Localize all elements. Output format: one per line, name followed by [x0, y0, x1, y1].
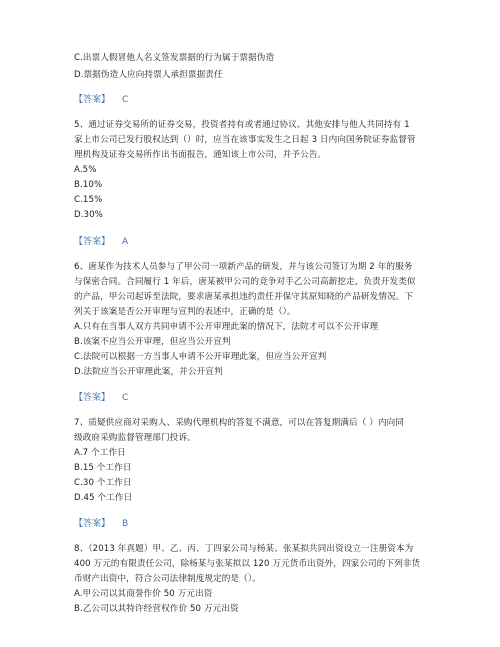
q8-option-a: A.甲公司以其商誉作价 50 万元出资	[74, 589, 213, 599]
q7-stem-line-2: 级政府采购监督管理部门投诉。	[74, 433, 196, 443]
q4-option-c: C.出票人假冒他人名义签发票据的行为属于票据伪造	[74, 53, 275, 63]
q7-stem-line-1: 7、质疑供应商对采购人、采购代理机构的答复不满意，可以在答复期满后（ ）内向同	[74, 418, 405, 428]
q8-option-b: B.乙公司以其特许经营权作价 50 万元出资	[74, 604, 239, 614]
q4-option-d: D.票据伪造人应向持票人承担票据责任	[74, 70, 223, 80]
q6-stem-line-4: 列关于该案是否公开审理与宣判的表述中，正确的是（）。	[74, 307, 296, 317]
answer-tag: 【答案】	[74, 237, 111, 247]
q6-stem-line-3: 的产品，甲公司起诉至法院，要求唐某承担违约责任并保守其原知晓的产品研发情况。下	[74, 292, 414, 302]
answer-value: C	[122, 393, 129, 403]
answer-7	[74, 518, 128, 530]
answer-tag: 【答案】	[74, 519, 111, 529]
answer-5	[74, 236, 128, 248]
q8-stem-line-2: 400 万元的有限责任公司，除杨某与张某拟以 120 万元货币出资外，四家公司的下列非货	[74, 559, 421, 569]
answer-value: A	[122, 237, 129, 247]
q5-stem-line-3: 理机构及证券交易所作出书面报告，通知该上市公司，并予公告。	[74, 150, 327, 160]
answer-4	[74, 94, 128, 106]
q7-option-a: A.7 个工作日	[74, 448, 126, 458]
answer-tag: 【答案】	[74, 95, 111, 105]
answer-6	[74, 392, 128, 404]
q6-stem-line-2: 与保密合同。合同履行 1 年后，唐某被甲公司的竞争对手乙公司高薪挖走，负责开发类似	[74, 277, 416, 287]
q7-option-d: D.45 个工作日	[74, 493, 133, 503]
q5-stem-line-2: 家上市公司已发行股权达到（）时，应当在该事实发生之日起 3 日内向国务院证券监督管	[74, 135, 416, 145]
answer-value: B	[122, 519, 129, 529]
q6-stem-line-1: 6、唐某作为技术人员参与了甲公司一项新产品的研发，并与该公司签订为期 2 年的服务	[74, 262, 413, 272]
q8-stem-line-1: 8、（2013 年真题）甲、乙、丙、丁四家公司与杨某、张某拟共同出资设立一注册资本为	[74, 544, 414, 554]
q5-option-b: B.10%	[74, 180, 103, 190]
answer-value: C	[122, 95, 129, 105]
q5-option-d: D.30%	[74, 210, 103, 220]
q6-option-a: A.只有在当事人双方共同申请不公开审理此案的情况下，法院才可以不公开审理	[74, 322, 379, 332]
q5-stem-line-1: 5、通过证券交易所的证券交易，投资者持有或者通过协议、其他安排与他人共同持有 1	[74, 120, 410, 130]
q5-option-c: C.15%	[74, 195, 103, 205]
q6-option-d: D.法院应当公开审理此案，并公开宣判	[74, 367, 223, 377]
q7-option-b: B.15 个工作日	[74, 463, 132, 473]
q5-option-a: A.5%	[74, 165, 97, 175]
q7-option-c: C.30 个工作日	[74, 478, 132, 488]
q6-option-b: B.该案不应当公开审理，但应当公开宣判	[74, 337, 231, 347]
answer-tag: 【答案】	[74, 393, 111, 403]
q6-option-c: C.法院可以根据一方当事人申请不公开审理此案，但应当公开宣判	[74, 352, 327, 362]
q8-stem-line-3: 币财产出资中，符合公司法律制度规定的是（）。	[74, 574, 261, 584]
